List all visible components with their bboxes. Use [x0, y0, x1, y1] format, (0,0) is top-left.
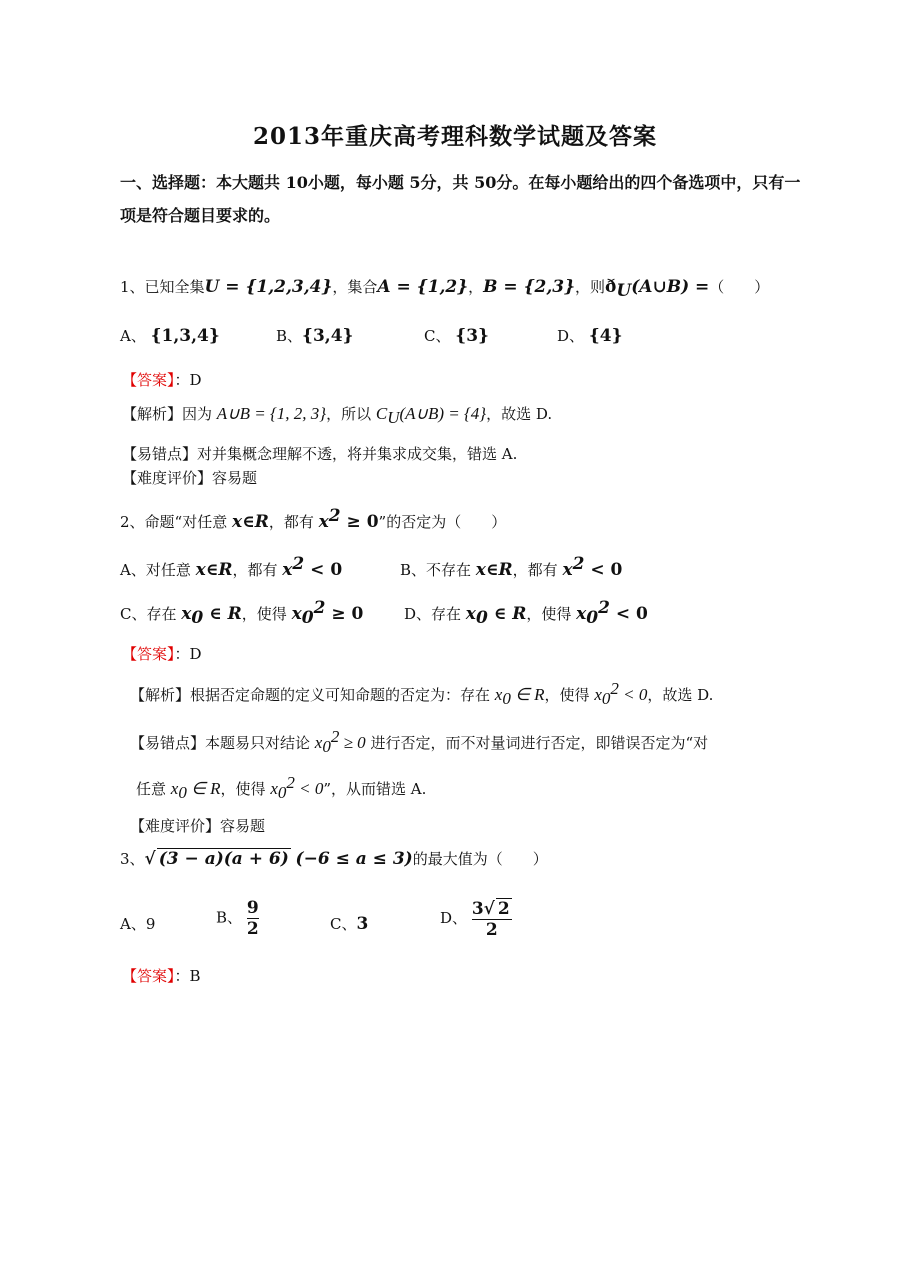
- page-title: 2013年重庆高考理科数学试题及答案: [252, 123, 657, 150]
- q1-set-a: A = {1,2}: [377, 277, 469, 297]
- question-3: 3、√ (3 − a)(a + 6) (−6 ≤ a ≤ 3)的最大值为（ ）: [120, 849, 548, 869]
- sqrt-icon: √: [483, 899, 495, 919]
- q2-option-b: B、不存在 x∈R，都有 $x^2 < 0$: [400, 554, 623, 580]
- q2-option-a: A、对任意 x∈R，都有 $x^2 < 0$: [120, 554, 343, 580]
- q2-analysis: 【解析】根据否定命题的定义可知命题的否定为：存在 $x_0$ ∈ R，使得 $x_0^2 < 0$，故选 D.: [130, 679, 714, 708]
- q2-option-d: D、存在 $x_0$ ∈ R，使得 $x_0^2 < 0$: [404, 598, 648, 628]
- q2-difficulty: 【难度评价】容易题: [130, 817, 266, 835]
- section-heading-cont: 项是符合题目要求的。: [120, 206, 281, 225]
- q1-set-u: U = {1,2,3,4}: [204, 277, 333, 297]
- q3-option-a: A、9: [120, 915, 156, 933]
- q1-option-b: B、{3,4}: [276, 326, 354, 346]
- q3-answer: 【答案】：B: [122, 967, 201, 985]
- q1-complement-symbol: ð: [605, 277, 617, 297]
- q1-answer: 【答案】：D: [122, 371, 202, 389]
- q1-option-d: D、 {4}: [557, 326, 623, 346]
- question-2: 2、命题“对任意 x∈R，都有 $x^2 \ge 0$”的否定为（ ）: [120, 506, 507, 532]
- q1-difficulty: 【难度评价】容易题: [122, 469, 258, 487]
- q1-set-b: B = {2,3}: [483, 277, 576, 297]
- q2-option-c: C、存在 $x_0$ ∈ R，使得 $x_0^2 \ge 0$: [120, 598, 364, 628]
- q3-option-d: D、 $\frac{3√ 2}{2}$: [440, 899, 510, 940]
- sqrt-icon: √: [144, 849, 156, 869]
- q1-analysis: 【解析】因为 A∪B = {1, 2, 3}，所以 $C_U(A\cup B) = \{4\}$，故选 D.: [122, 404, 553, 427]
- section-heading: 一、选择题：本大题共 10小题，每小题 5分，共 50分。在每小题给出的四个备选项中，只有一: [120, 173, 801, 192]
- q1-complement-sub: U: [616, 281, 632, 301]
- q1-sep: ，: [468, 278, 484, 296]
- q1-mid1: ，集合: [332, 278, 378, 296]
- q1-prefix: 1、已知全集: [120, 278, 205, 296]
- q2-pitfall-cont: 任意 $x_0$ ∈ R，使得 $x_0^2 < 0$”，从而错选 A.: [136, 773, 427, 802]
- q2-pitfall: 【易错点】本题易只对结论 $x_0^2 \ge 0$ 进行否定，而不对量词进行否定，即错误否定为“对: [130, 727, 709, 756]
- q1-expr: (A∪B) =: [631, 277, 710, 297]
- q1-mid2: ，则: [575, 278, 606, 296]
- q1-paren: （ ）: [709, 278, 770, 296]
- q1-option-a: A、 {1,3,4}: [120, 326, 220, 346]
- q3-option-b: B、 $\frac{9}{2}$: [216, 898, 259, 939]
- question-1: [120, 276, 769, 301]
- q1-option-c: C、 {3}: [424, 326, 489, 346]
- q2-answer: 【答案】：D: [122, 645, 202, 663]
- q3-option-c: C、3: [330, 914, 369, 934]
- q1-pitfall: 【易错点】对并集概念理解不透，将并集求成交集，错选 A.: [122, 445, 518, 463]
